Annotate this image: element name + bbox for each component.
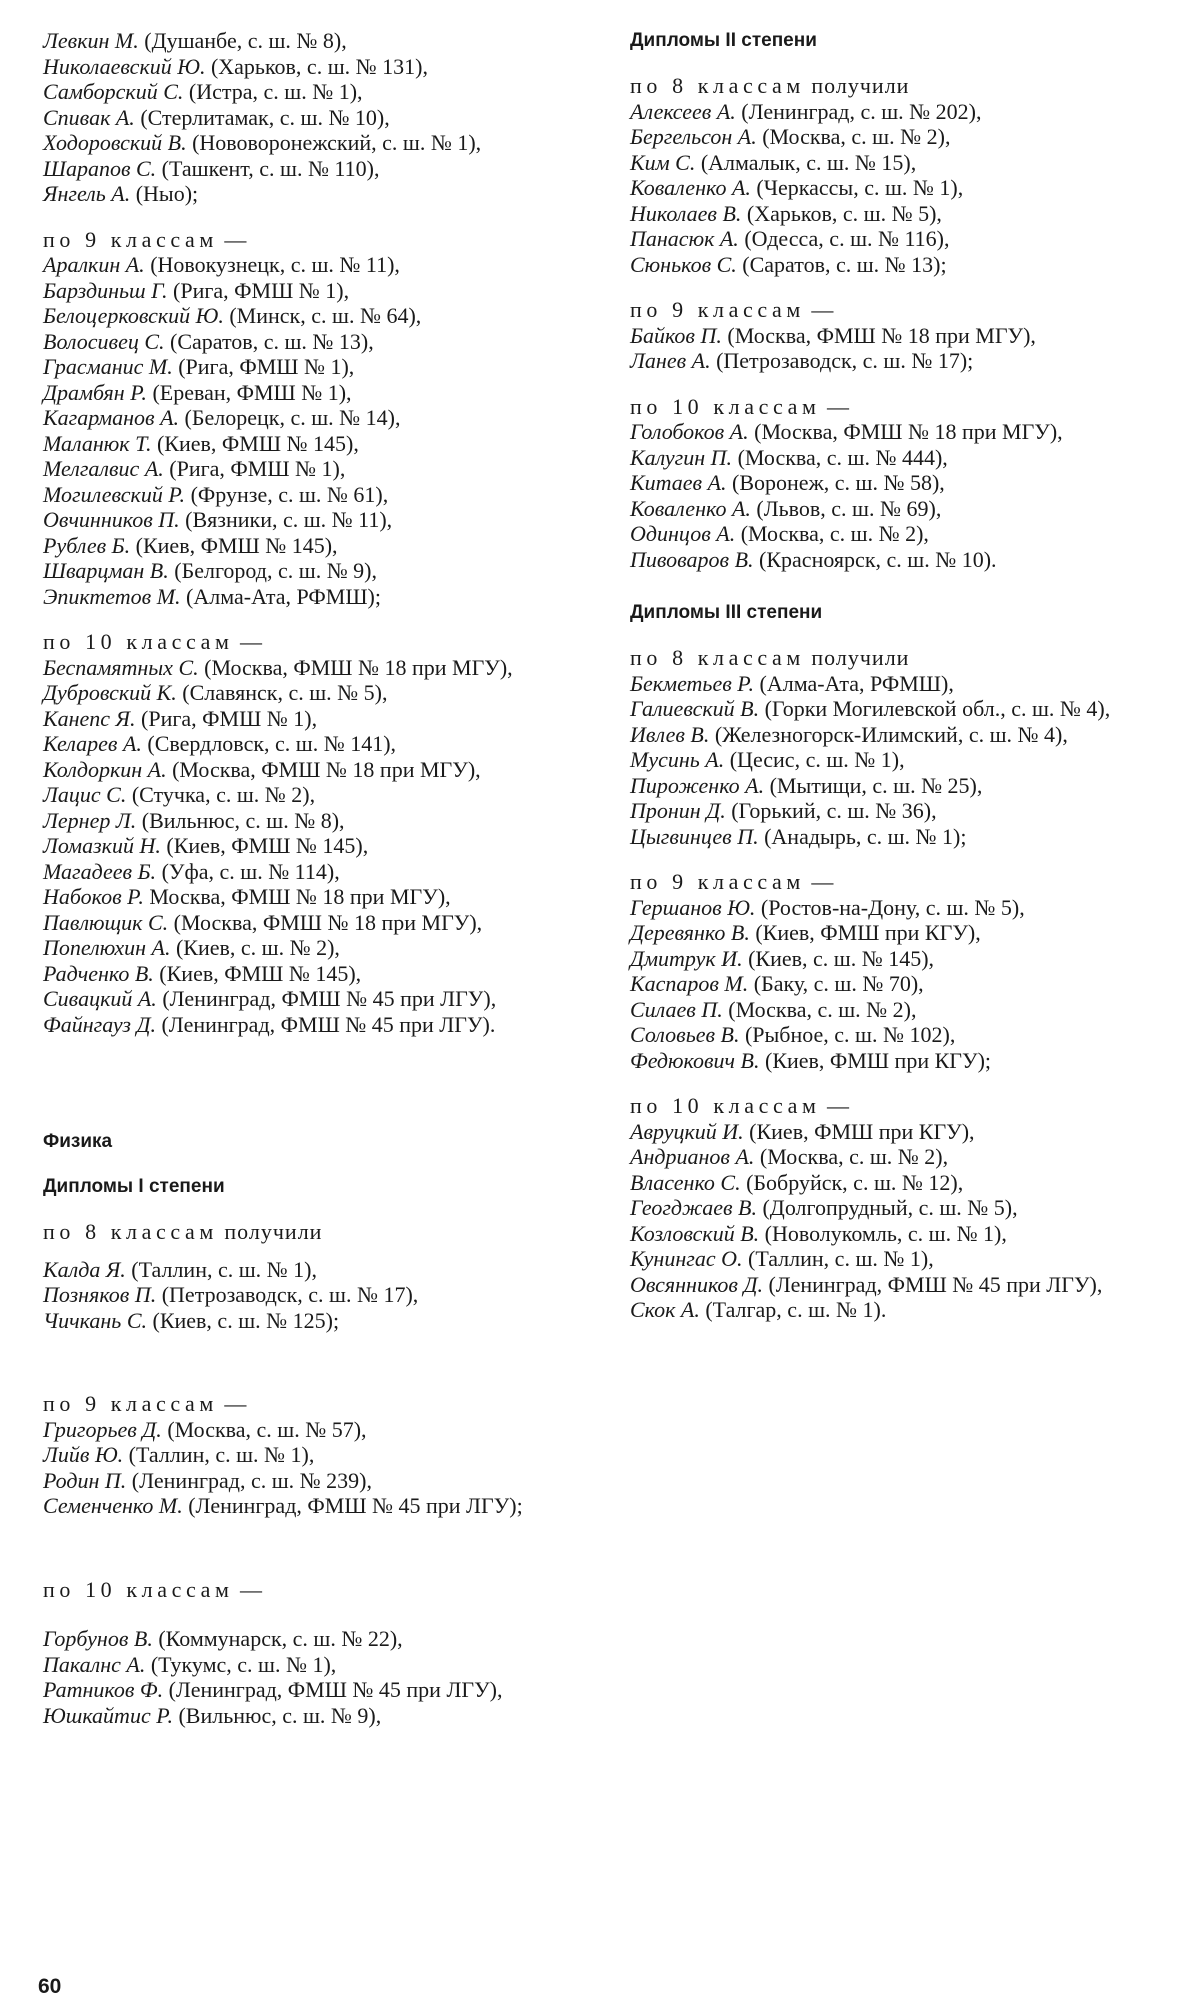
entry-info: (Ленинград, с. ш. № 202), — [741, 98, 982, 124]
entry-info: (Славянск, с. ш. № 5), — [182, 680, 388, 705]
entry-name: Николаевский Ю. — [43, 53, 206, 79]
entry-name: Попелюхин А. — [43, 935, 171, 960]
entry-info: (Петрозаводск, с. ш. № 17), — [161, 1282, 419, 1307]
entry-name: Бекметьев Р. — [630, 670, 754, 696]
entry-info: (Ростов-на-Дону, с. ш. № 5), — [760, 894, 1025, 920]
entry-info: (Саратов, с. ш. № 13), — [170, 328, 374, 354]
entry-info: (Алма-Ата, РФМШ); — [186, 583, 381, 609]
entry-name: Коваленко А. — [630, 495, 751, 521]
spacer — [43, 1245, 588, 1257]
entry-info: (Львов, с. ш. № 69), — [756, 495, 942, 521]
physics-grade10-heading: по 10 классам — — [43, 1576, 263, 1602]
entry-info: (Мытищи, с. ш. № 25), — [769, 772, 983, 798]
list-item — [43, 1703, 588, 1729]
list-item — [630, 445, 1165, 471]
entry-info: (Красноярск, с. ш. № 10). — [759, 546, 997, 572]
entry-name: Калугин П. — [630, 444, 733, 470]
list-item — [43, 833, 588, 859]
entry-name: Ломазкий Н. — [43, 833, 161, 858]
entry-info: (Киев, с. ш. № 125); — [152, 1307, 340, 1333]
list-item — [43, 431, 588, 457]
list-item — [43, 757, 588, 783]
entry-info: (Киев, ФМШ № 145), — [166, 833, 369, 858]
entry-name: Лийв Ю. — [43, 1442, 124, 1467]
entry-name: Белоцерковский Ю. — [43, 303, 224, 328]
d2-grade8-list — [630, 99, 1165, 278]
entry-info: (Ленинград, с. ш. № 239), — [131, 1467, 372, 1493]
spacer — [630, 1073, 1165, 1093]
entry-info: (Киев, ФМШ при КГУ); — [765, 1047, 992, 1073]
entry-name: Пироженко А. — [630, 772, 765, 798]
entry-name: Каспаров М. — [630, 971, 749, 996]
list-item — [630, 1119, 1165, 1145]
list-item — [43, 278, 588, 304]
entry-info: (Киев, ФМШ № 145), — [156, 430, 359, 456]
entry-info: (Рига, ФМШ № 1), — [173, 277, 350, 303]
spacer — [43, 609, 588, 629]
list-item — [43, 1417, 588, 1443]
entry-name: Мелгалвис А. — [43, 456, 164, 481]
diploma3-title: Дипломы III степени — [630, 602, 823, 623]
spacer — [630, 572, 1165, 600]
list-item — [630, 547, 1165, 573]
entry-info: (Вильнюс, с. ш. № 8), — [141, 807, 345, 833]
entry-info: (Таллин, с. ш. № 1), — [131, 1256, 317, 1282]
entry-info: (Бобруйск, с. ш. № 12), — [746, 1169, 964, 1195]
left-column — [43, 28, 588, 1728]
entry-info: (Железногорск-Илимский, с. ш. № 4), — [714, 721, 1068, 747]
list-item — [630, 1144, 1165, 1170]
entry-name: Могилевский Р. — [43, 481, 186, 507]
list-item — [43, 706, 588, 732]
list-item — [630, 722, 1165, 748]
list-item — [630, 747, 1165, 773]
entry-info: (Воронеж, с. ш. № 58), — [732, 470, 945, 495]
entry-name: Кунингас О. — [630, 1246, 743, 1271]
entry-name: Беспамятных С. — [43, 654, 199, 680]
entry-info: (Рига, ФМШ № 1), — [169, 456, 346, 481]
list-item — [43, 54, 588, 80]
d2-grade10-heading: по 10 классам — — [630, 393, 850, 419]
d3-grade8-heading: по 8 классам получили — [630, 645, 910, 670]
entry-name: Бергельсон А. — [630, 124, 757, 149]
physics-grade9-list — [43, 1417, 588, 1519]
entry-info: (Москва, ФМШ № 18 при МГУ), — [204, 654, 513, 680]
list-item — [630, 252, 1165, 278]
list-item — [43, 1442, 588, 1468]
list-item — [630, 696, 1165, 722]
entry-info: (Киев, ФМШ № 145), — [135, 532, 338, 558]
entry-name: Грасманис М. — [43, 354, 173, 379]
list-item — [43, 533, 588, 559]
entry-info: (Москва, с. ш. № 2), — [762, 124, 951, 149]
list-item — [43, 130, 588, 156]
list-item — [630, 348, 1165, 374]
list-item — [630, 1195, 1165, 1221]
entry-name: Пакалнс А. — [43, 1651, 146, 1677]
entry-name: Ким С. — [630, 149, 696, 175]
diploma2-title: Дипломы II степени — [630, 30, 817, 51]
entry-info: (Таллин, с. ш. № 1), — [748, 1246, 934, 1271]
list-item — [630, 150, 1165, 176]
list-item — [43, 986, 588, 1012]
list-item — [43, 380, 588, 406]
entry-info: (Москва, с. ш. № 2), — [740, 521, 929, 546]
entry-name: Юшкайтис Р. — [43, 1702, 173, 1728]
list-item — [43, 1677, 588, 1703]
entry-name: Ивлев В. — [630, 721, 710, 747]
entry-name: Козловский В. — [630, 1220, 760, 1246]
list-item — [43, 584, 588, 610]
entry-name: Власенко С. — [630, 1169, 741, 1195]
list-item — [43, 731, 588, 757]
list-item — [630, 1272, 1165, 1298]
entry-info: (Одесса, с. ш. № 116), — [744, 226, 950, 251]
list-item — [630, 946, 1165, 972]
entry-info: (Свердловск, с. ш. № 141), — [147, 731, 397, 756]
physics-grade9-heading: по 9 классам — — [43, 1391, 248, 1416]
entry-name: Драмбян Р. — [43, 379, 147, 405]
list-item — [630, 470, 1165, 496]
entry-info: (Киев, ФМШ при КГУ), — [749, 1118, 975, 1144]
spacer — [43, 1519, 588, 1577]
spacer — [630, 277, 1165, 297]
entry-name: Маланюк Т. — [43, 430, 152, 456]
list-item — [630, 671, 1165, 697]
d3-grade10-list — [630, 1119, 1165, 1323]
entry-info: (Горки Могилевской обл., с. ш. № 4), — [764, 696, 1111, 721]
entry-info: (Алма-Ата, РФМШ), — [759, 670, 954, 696]
list-item — [630, 323, 1165, 349]
entry-name: Шарапов С. — [43, 155, 157, 181]
entry-name: Одинцов А. — [630, 521, 736, 546]
entry-info: (Ныо); — [135, 181, 199, 206]
d3-grade9-list — [630, 895, 1165, 1074]
entry-name: Авруцкий И. — [630, 1118, 744, 1144]
entry-name: Ратников Ф. — [43, 1677, 164, 1702]
entry-info: (Ленинград, ФМШ № 45 при ЛГУ). — [161, 1011, 496, 1037]
spacer — [43, 1333, 588, 1391]
entry-info: (Талгар, с. ш. № 1). — [705, 1297, 887, 1322]
list-item — [630, 1170, 1165, 1196]
list-item — [630, 124, 1165, 150]
entry-info: (Киев, ФМШ при КГУ), — [755, 920, 981, 945]
entry-info: (Ленинград, ФМШ № 45 при ЛГУ), — [768, 1271, 1103, 1297]
list-item — [43, 680, 588, 706]
entry-name: Китаев А. — [630, 470, 727, 495]
entry-name: Федюкович В. — [630, 1047, 760, 1073]
list-item — [43, 1626, 588, 1652]
entry-name: Пивоваров В. — [630, 546, 754, 572]
entry-info: (Новокузнецк, с. ш. № 11), — [150, 252, 400, 277]
entry-name: Силаев П. — [630, 996, 723, 1022]
entry-info: (Белорецк, с. ш. № 14), — [184, 405, 401, 430]
entry-info: (Стучка, с. ш. № 2), — [131, 782, 316, 807]
entry-info: (Истра, с. ш. № 1), — [188, 79, 363, 104]
entry-name: Николаев В. — [630, 200, 742, 226]
entry-info: (Москва, с. ш. № 2), — [759, 1144, 949, 1169]
list-item — [43, 961, 588, 987]
list-item — [43, 655, 588, 681]
physics-grade10-list — [43, 1626, 588, 1728]
entry-name: Андрианов А. — [630, 1144, 755, 1169]
grade10-heading: по 10 классам — — [43, 629, 263, 654]
d2-grade8-heading: по 8 классам получили — [630, 73, 910, 98]
list-item — [630, 99, 1165, 125]
entry-info: (Ленинград, ФМШ № 45 при ЛГУ); — [188, 1493, 523, 1518]
list-item — [630, 419, 1165, 445]
entry-name: Лацис С. — [43, 782, 127, 807]
d2-grade9-heading: по 9 классам — — [630, 297, 835, 322]
list-item — [630, 175, 1165, 201]
list-item — [43, 252, 588, 278]
entry-info: (Долгопрудный, с. ш. № 5), — [762, 1195, 1018, 1220]
entry-name: Мусинь А. — [630, 747, 725, 772]
entry-info: (Рига, ФМШ № 1), — [141, 705, 318, 731]
entry-info: (Тукумс, с. ш. № 1), — [150, 1651, 337, 1677]
list-item — [43, 1257, 588, 1283]
entry-name: Колдоркин А. — [43, 756, 167, 782]
list-item — [630, 1246, 1165, 1272]
list-item — [630, 824, 1165, 850]
d2-grade10-list — [630, 419, 1165, 572]
entry-info: (Киев, с. ш. № 145), — [748, 945, 935, 971]
entry-name: Келарев А. — [43, 731, 142, 756]
entry-name: Ланев А. — [630, 348, 711, 373]
entry-info: (Киев, ФМШ № 145), — [159, 960, 362, 986]
entry-info: (Москва, с. ш. № 444), — [737, 444, 948, 470]
list-item — [630, 1022, 1165, 1048]
list-item — [43, 303, 588, 329]
entry-name: Кагарманов А. — [43, 405, 180, 430]
entry-info: (Москва, ФМШ № 18 при МГУ), — [754, 419, 1063, 444]
entry-info: (Ташкент, с. ш. № 110), — [161, 155, 380, 181]
grade9-heading: по 9 классам — — [43, 226, 248, 252]
d3-grade9-heading: по 9 классам — — [630, 869, 835, 894]
grade10-list — [43, 655, 588, 1038]
entry-info: (Душанбе, с. ш. № 8), — [144, 28, 347, 53]
entry-name: Левкин М. — [43, 28, 139, 53]
entry-info: (Черкассы, с. ш. № 1), — [756, 175, 964, 200]
entry-name: Барздиньш Г. — [43, 277, 168, 303]
entry-name: Магадеев Б. — [43, 858, 157, 884]
entry-info: (Ереван, ФМШ № 1), — [152, 379, 352, 405]
list-item — [43, 79, 588, 105]
entry-info: (Рига, ФМШ № 1), — [178, 354, 355, 379]
list-item — [43, 354, 588, 380]
entry-name: Голобоков А. — [630, 419, 749, 444]
list-item — [630, 920, 1165, 946]
list-item — [630, 773, 1165, 799]
list-item — [43, 105, 588, 131]
entry-info: (Цесис, с. ш. № 1), — [729, 747, 905, 772]
entry-name: Эпиктетов М. — [43, 583, 181, 609]
list-item — [630, 226, 1165, 252]
spacer — [630, 374, 1165, 394]
entry-name: Горбунов В. — [43, 1626, 153, 1651]
entry-info: (Харьков, с. ш. № 5), — [746, 200, 942, 226]
entry-info: (Анадырь, с. ш. № 1); — [764, 823, 967, 849]
entry-info: (Минск, с. ш. № 64), — [229, 303, 422, 328]
list-item — [630, 1221, 1165, 1247]
entry-name: Байков П. — [630, 322, 722, 348]
entry-name: Коваленко А. — [630, 175, 751, 200]
entry-info: (Ленинград, ФМШ № 45 при ЛГУ), — [168, 1677, 503, 1702]
entry-info: (Ленинград, ФМШ № 45 при ЛГУ), — [162, 986, 497, 1011]
entry-name: Геогджаев В. — [630, 1195, 757, 1220]
entry-name: Родин П. — [43, 1467, 127, 1493]
list-item — [43, 1652, 588, 1678]
entry-name: Деревянко В. — [630, 920, 750, 945]
list-item — [43, 1012, 588, 1038]
list-item — [43, 782, 588, 808]
entry-info: (Нововоронежский, с. ш. № 1), — [192, 130, 482, 155]
entry-info: (Уфа, с. ш. № 114), — [161, 858, 340, 884]
entry-name: Рублев Б. — [43, 532, 131, 558]
list-item — [43, 558, 588, 584]
entry-name: Ходоровский В. — [43, 130, 187, 155]
entry-info: (Киев, с. ш. № 2), — [175, 935, 340, 960]
entry-info: (Белгород, с. ш. № 9), — [174, 558, 378, 583]
entry-info: (Москва, ФМШ № 18 при МГУ), — [173, 909, 483, 935]
entry-info: (Горький, с. ш. № 36), — [731, 798, 937, 823]
entry-info: (Москва, ФМШ № 18 при МГУ), — [172, 756, 481, 782]
entry-info: (Коммунарск, с. ш. № 22), — [158, 1626, 403, 1651]
entry-name: Соловьев В. — [630, 1022, 740, 1047]
list-item — [43, 935, 588, 961]
list-item — [43, 507, 588, 533]
list-item — [43, 1493, 588, 1519]
entry-name: Чичкань С. — [43, 1307, 147, 1333]
spacer — [43, 1037, 588, 1129]
entry-name: Семенченко М. — [43, 1493, 183, 1518]
list-item — [43, 808, 588, 834]
entry-name: Овчинников П. — [43, 507, 180, 532]
entry-name: Позняков П. — [43, 1282, 157, 1307]
entry-name: Григорьев Д. — [43, 1416, 162, 1442]
entry-name: Волосивец С. — [43, 328, 165, 354]
spacer — [630, 625, 1165, 645]
entry-name: Панасюк А. — [630, 226, 739, 251]
list-item — [43, 1468, 588, 1494]
list-item — [43, 329, 588, 355]
list-item — [43, 28, 588, 54]
list-item — [43, 156, 588, 182]
entry-name: Павлющик С. — [43, 909, 169, 935]
physics-grade8-heading: по 8 классам получили — [43, 1219, 323, 1244]
entry-name: Набоков Р. — [43, 884, 144, 909]
entry-name: Гершанов Ю. — [630, 894, 756, 920]
entry-name: Дмитрук И. — [630, 945, 743, 971]
entry-name: Пронин Д. — [630, 798, 726, 823]
right-column — [630, 28, 1165, 1323]
list-item — [43, 910, 588, 936]
entry-name: Файнгауз Д. — [43, 1011, 156, 1037]
entry-name: Сивацкий А. — [43, 986, 157, 1011]
entry-info: (Петрозаводск, с. ш. № 17); — [716, 348, 974, 373]
physics-title: Физика — [43, 1131, 113, 1152]
entry-info: (Вязники, с. ш. № 11), — [185, 507, 393, 532]
entry-info: (Алмалык, с. ш. № 15), — [700, 149, 917, 175]
spacer — [43, 1602, 588, 1626]
physics-diploma1-title: Дипломы I степени — [43, 1176, 225, 1197]
d2-grade9-list — [630, 323, 1165, 374]
list-item — [43, 859, 588, 885]
entry-name: Калда Я. — [43, 1256, 126, 1282]
d3-grade10-heading: по 10 классам — — [630, 1093, 850, 1118]
spacer — [43, 1199, 588, 1219]
list-item — [630, 895, 1165, 921]
entry-info: (Вильнюс, с. ш. № 9), — [178, 1702, 382, 1728]
entry-name: Цыгвинцев П. — [630, 823, 759, 849]
entry-info: (Фрунзе, с. ш. № 61), — [190, 481, 389, 507]
entry-name: Галиевский В. — [630, 696, 760, 721]
list-item — [43, 1308, 588, 1334]
spacer — [630, 53, 1165, 73]
page-number: 60 — [38, 1975, 62, 1998]
list-item — [630, 1048, 1165, 1074]
entry-info: (Стерлитамак, с. ш. № 10), — [140, 104, 390, 130]
list-item — [43, 181, 588, 207]
d3-grade8-list — [630, 671, 1165, 850]
list-item — [630, 971, 1165, 997]
entry-name: Лернер Л. — [43, 807, 137, 833]
list-item — [43, 1282, 588, 1308]
spacer — [43, 207, 588, 227]
list-item — [43, 482, 588, 508]
entry-info: (Москва, с. ш. № 2), — [728, 996, 917, 1022]
entry-name: Канепс Я. — [43, 705, 136, 731]
entry-name: Скок А. — [630, 1297, 700, 1322]
spacer — [43, 1154, 588, 1174]
entry-name: Шварцман В. — [43, 558, 169, 583]
entry-info: (Таллин, с. ш. № 1), — [128, 1442, 315, 1467]
list-item — [630, 997, 1165, 1023]
entry-name: Спивак А. — [43, 104, 135, 130]
intro-list — [43, 28, 588, 207]
entry-name: Самборский С. — [43, 79, 184, 104]
grade9-list — [43, 252, 588, 609]
list-item — [43, 456, 588, 482]
entry-info: (Харьков, с. ш. № 131), — [210, 53, 428, 79]
entry-info: (Баку, с. ш. № 70), — [753, 971, 924, 996]
entry-info: (Саратов, с. ш. № 13); — [742, 251, 947, 277]
entry-name: Радченко В. — [43, 960, 154, 986]
list-item — [630, 798, 1165, 824]
entry-info: (Новолукомль, с. ш. № 1), — [764, 1220, 1007, 1246]
entry-info: Москва, ФМШ № 18 при МГУ), — [149, 884, 451, 909]
physics-grade8-list — [43, 1257, 588, 1334]
entry-name: Алексеев А. — [630, 98, 736, 124]
entry-name: Сюньков С. — [630, 251, 737, 277]
list-item — [43, 405, 588, 431]
entry-info: (Рыбное, с. ш. № 102), — [744, 1022, 956, 1047]
list-item — [630, 521, 1165, 547]
list-item — [43, 884, 588, 910]
entry-name: Аралкин А. — [43, 252, 145, 277]
entry-info: (Москва, ФМШ № 18 при МГУ), — [727, 322, 1036, 348]
entry-name: Овсянников Д. — [630, 1271, 763, 1297]
entry-info: (Москва, с. ш. № 57), — [167, 1416, 367, 1442]
entry-name: Дубровский К. — [43, 680, 177, 705]
list-item — [630, 1297, 1165, 1323]
entry-name: Янгель А. — [43, 181, 131, 206]
list-item — [630, 496, 1165, 522]
spacer — [630, 849, 1165, 869]
list-item — [630, 201, 1165, 227]
